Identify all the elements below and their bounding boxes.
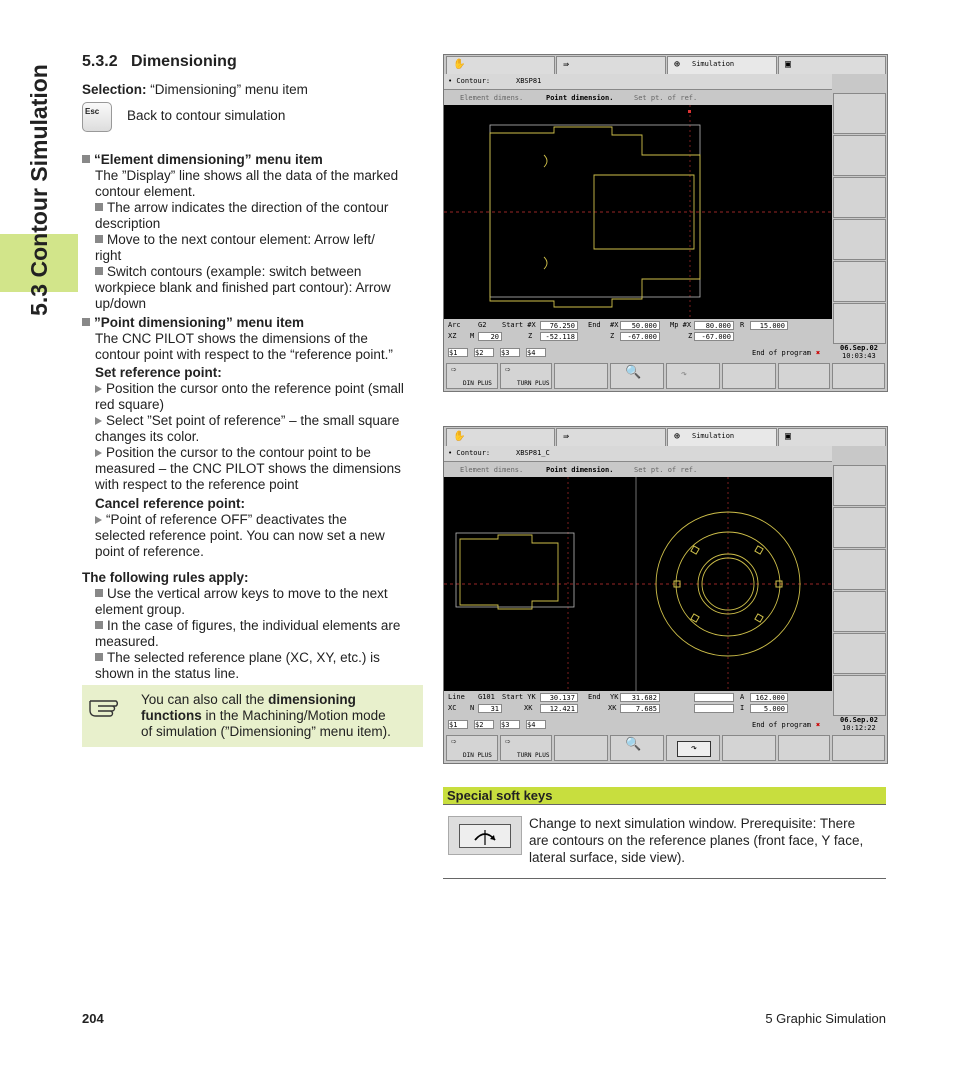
softkey-turn-plus[interactable] xyxy=(500,363,552,389)
status-value: 30.137 xyxy=(540,693,578,702)
softkey-next-window[interactable] xyxy=(666,363,720,389)
status-value: 5.000 xyxy=(750,704,788,713)
horizontal-softkeys xyxy=(444,734,886,762)
channel-slot[interactable]: $2 xyxy=(474,348,494,357)
vertical-softkey[interactable] xyxy=(833,135,886,176)
softkey-empty[interactable] xyxy=(722,363,776,389)
element-dim-intro-2: contour element. xyxy=(95,184,196,199)
divider xyxy=(443,878,886,879)
arrow-icon: ⇨ xyxy=(505,737,511,747)
tip-text xyxy=(141,692,421,740)
stop-icon: ✖ xyxy=(816,721,821,729)
point-dim-heading: ”Point dimensioning” menu item xyxy=(94,315,305,330)
arrow-icon: ⇨ xyxy=(451,365,457,375)
status-label: YK xyxy=(610,693,619,701)
status-value: 20 xyxy=(478,332,502,341)
bullet-icon xyxy=(82,155,90,163)
softkey-empty[interactable] xyxy=(832,735,885,761)
status-value: -67.000 xyxy=(620,332,660,341)
simulation-icon: ⊕ xyxy=(674,431,681,442)
menu-point-dimension[interactable]: Point dimension. xyxy=(546,94,614,102)
arrow-right-icon: ⇛ xyxy=(563,59,570,70)
disk-icon: ▣ xyxy=(785,431,792,442)
status-label: G101 xyxy=(478,693,495,701)
softkey-label: DIN PLUS xyxy=(463,380,492,387)
softkey-label: DIN PLUS xyxy=(463,752,492,759)
chapter-footer: 5 Graphic Simulation xyxy=(765,1011,886,1026)
softkey-magnifier[interactable] xyxy=(610,363,664,389)
softkey-empty[interactable] xyxy=(778,363,830,389)
bullet-icon xyxy=(95,621,103,629)
status-value: 162.000 xyxy=(750,693,788,702)
softkey-din-plus[interactable] xyxy=(446,363,498,389)
hand-icon: ✋ xyxy=(453,431,466,442)
status-label: XK xyxy=(608,704,617,712)
channel-slot[interactable]: $1 xyxy=(448,348,468,357)
softkey-label: TURN PLUS xyxy=(517,380,550,387)
disk-icon: ▣ xyxy=(785,59,792,70)
contour-drawing xyxy=(444,477,832,691)
section-number: 5.3.2 xyxy=(82,53,118,70)
tab-save[interactable] xyxy=(778,428,886,446)
date: 06.Sep.02 xyxy=(840,344,878,352)
dimension-status xyxy=(444,319,832,343)
status-value: 12.421 xyxy=(540,704,578,713)
selection-line xyxy=(82,82,308,98)
tab-manual[interactable] xyxy=(446,56,555,74)
simulation-screenshot-1 xyxy=(443,54,888,392)
status-value: 80.000 xyxy=(694,321,734,330)
tab-manual[interactable] xyxy=(446,428,555,446)
stop-icon: ✖ xyxy=(816,349,821,357)
set-ref-step: Select ”Set point of reference” – the small square xyxy=(106,413,400,428)
status-label: Mp #X xyxy=(670,321,692,329)
bullet-icon xyxy=(95,589,103,597)
status-value-empty xyxy=(694,704,734,713)
contour-line xyxy=(444,446,832,462)
simulation-icon: ⊕ xyxy=(674,59,681,70)
next-window-icon xyxy=(459,824,511,848)
tip-text-post: of simulation (”Dimensioning” menu item). xyxy=(141,724,391,739)
status-label: XC xyxy=(448,704,457,712)
status-label: End xyxy=(588,321,601,329)
set-ref-heading: Set reference point: xyxy=(95,365,222,380)
pointing-hand-icon xyxy=(88,693,132,717)
arrow-icon: ⇨ xyxy=(451,737,457,747)
contour-line xyxy=(444,74,832,90)
rule-text: In the case of figures, the individual elements are xyxy=(107,618,401,633)
status-label: N xyxy=(470,704,475,712)
mode-tabbar xyxy=(444,427,886,446)
arrow-right-icon xyxy=(95,385,102,393)
channel-slot[interactable]: $3 xyxy=(500,720,520,729)
status-label: XK xyxy=(524,704,533,712)
status-value: 15.000 xyxy=(750,321,788,330)
set-ref-step: changes its color. xyxy=(95,429,200,444)
time: 10:12:22 xyxy=(842,724,876,732)
rule-text: element group. xyxy=(95,602,186,617)
tab-simulation-label: Simulation xyxy=(692,432,735,440)
menu-point-dimension[interactable]: Point dimension. xyxy=(546,466,614,474)
esc-description: Back to contour simulation xyxy=(127,108,286,123)
time: 10:03:43 xyxy=(842,352,876,360)
vertical-softkey[interactable] xyxy=(833,591,886,632)
vertical-softkey[interactable] xyxy=(833,219,886,260)
vertical-softkey[interactable] xyxy=(833,465,886,506)
bullet-icon xyxy=(95,267,103,275)
arrow-icon: ⇨ xyxy=(505,365,511,375)
divider xyxy=(443,804,886,805)
tab-automatic[interactable] xyxy=(556,56,666,74)
softkey-empty[interactable] xyxy=(778,735,830,761)
chapter-tab xyxy=(0,40,78,340)
tip-text-bold: dimensioning xyxy=(268,692,356,707)
status-value: 31 xyxy=(478,704,502,713)
date: 06.Sep.02 xyxy=(840,716,878,724)
arrow-right-icon xyxy=(95,417,102,425)
menu-set-ref[interactable]: Set pt. of ref. xyxy=(634,466,698,474)
rules-heading: The following rules apply: xyxy=(82,570,249,585)
status-label: Z xyxy=(688,332,693,340)
tip-text-post: in the Machining/Motion mode xyxy=(201,708,386,723)
element-dim-bullet-text: Move to the next contour element: Arrow left/ xyxy=(107,232,375,247)
mode-tabbar xyxy=(444,55,886,74)
element-dim-intro-1: The ”Display” line shows all the data of the marked xyxy=(95,168,399,183)
menu-element-dimens[interactable]: Element dimens. xyxy=(460,466,524,474)
status-label: G2 xyxy=(478,321,487,329)
status-label: Start #X xyxy=(502,321,536,329)
status-label: R xyxy=(740,321,745,329)
cancel-ref-step: selected reference point. You can now set a new xyxy=(95,528,385,543)
magnifier-icon: 🔍 xyxy=(625,737,642,752)
rule-text: Use the vertical arrow keys to move to the next xyxy=(107,586,388,601)
vertical-softkey[interactable] xyxy=(833,303,886,344)
graphics-canvas[interactable] xyxy=(444,105,832,319)
status-value: 50.000 xyxy=(620,321,660,330)
element-dim-heading: “Element dimensioning” menu item xyxy=(94,152,323,167)
element-dim-bullet-text: The arrow indicates the direction of the contour xyxy=(107,200,389,215)
special-text-line: are contours on the reference planes (front face, Y face, xyxy=(529,833,864,848)
set-ref-step: measured – the CNC PILOT shows the dimensions xyxy=(95,461,401,476)
status-label: End xyxy=(588,693,601,701)
selection-label: Selection: xyxy=(82,82,147,97)
softkey-empty[interactable] xyxy=(554,735,608,761)
status-label: #X xyxy=(610,321,619,329)
status-label: I xyxy=(740,704,745,712)
status-label: XZ xyxy=(448,332,457,340)
vertical-softkey[interactable] xyxy=(833,549,886,590)
program-line xyxy=(444,717,886,733)
section-heading: Dimensioning xyxy=(130,53,237,70)
special-text-line: lateral surface, side view). xyxy=(529,850,686,865)
point-dim-intro: contour point with respect to the “reference point.” xyxy=(95,347,393,362)
rule-text: measured. xyxy=(95,634,159,649)
section-title xyxy=(82,53,237,71)
softkey-empty[interactable] xyxy=(832,363,885,389)
status-value: -67.000 xyxy=(694,332,734,341)
tab-simulation-label: Simulation xyxy=(692,60,735,68)
cancel-ref-step: “Point of reference OFF” deactivates the xyxy=(106,512,347,527)
next-window-icon: ↷ xyxy=(681,369,688,380)
status-label: M xyxy=(470,332,475,340)
dimension-menu xyxy=(444,463,832,477)
arrow-right-icon: ⇛ xyxy=(563,431,570,442)
element-dim-bullet-text: right xyxy=(95,248,122,263)
contour-label: • Contour: xyxy=(448,77,491,85)
set-ref-step: with respect to the reference point xyxy=(95,477,299,492)
softkey-turn-plus[interactable] xyxy=(500,735,552,761)
contour-name: XBSP81 xyxy=(516,77,542,85)
softkey-din-plus[interactable] xyxy=(446,735,498,761)
channel-slot[interactable]: $1 xyxy=(448,720,468,729)
contour-name: XBSP81_C xyxy=(516,449,550,457)
softkey-magnifier[interactable] xyxy=(610,735,664,761)
next-window-icon: ↷ xyxy=(677,741,711,757)
special-softkeys-title: Special soft keys xyxy=(447,788,553,803)
tip-text-bold: functions xyxy=(141,708,202,723)
bullet-icon xyxy=(95,653,103,661)
dimension-status xyxy=(444,691,832,715)
selection-text: “Dimensioning” menu item xyxy=(150,82,308,97)
graphics-canvas[interactable] xyxy=(444,477,832,691)
softkey-empty[interactable] xyxy=(554,363,608,389)
tab-automatic[interactable] xyxy=(556,428,666,446)
vertical-softkey[interactable] xyxy=(833,93,886,134)
tab-save[interactable] xyxy=(778,56,886,74)
horizontal-softkeys xyxy=(444,362,886,390)
program-status: End of program xyxy=(752,349,812,357)
chapter-tab-label: 5.3 Contour Simulation xyxy=(26,64,52,316)
rule-text: The selected reference plane (XC, XY, etc.) is xyxy=(107,650,380,665)
element-dim-bullet-text: up/down xyxy=(95,296,147,311)
vertical-softkey[interactable] xyxy=(833,675,886,716)
simulation-screenshot-2 xyxy=(443,426,888,764)
bullet-icon xyxy=(95,203,103,211)
special-softkey-description xyxy=(529,815,889,866)
menu-set-ref[interactable]: Set pt. of ref. xyxy=(634,94,698,102)
vertical-softkey[interactable] xyxy=(833,507,886,548)
channel-slot[interactable]: $4 xyxy=(526,720,546,729)
set-ref-step: red square) xyxy=(95,397,165,412)
status-label: Z xyxy=(528,332,533,340)
contour-drawing xyxy=(444,105,832,319)
hand-icon: ✋ xyxy=(453,59,466,70)
special-softkeys-header xyxy=(443,787,886,804)
channel-slot[interactable]: $2 xyxy=(474,720,494,729)
tip-text-pre: You can also call the xyxy=(141,692,269,707)
dimension-menu xyxy=(444,91,832,105)
status-label: Z xyxy=(610,332,615,340)
vertical-softkey[interactable] xyxy=(833,177,886,218)
status-value: 7.685 xyxy=(620,704,660,713)
rule-text: shown in the status line. xyxy=(95,666,240,681)
bullet-icon xyxy=(82,318,90,326)
vertical-softkey[interactable] xyxy=(833,261,886,302)
esc-key-icon xyxy=(82,102,112,132)
status-value: 76.250 xyxy=(540,321,578,330)
status-label: Line xyxy=(448,693,465,701)
arrow-right-icon xyxy=(95,449,102,457)
rules-block xyxy=(82,570,427,682)
magnifier-icon: 🔍 xyxy=(625,365,642,380)
program-status: End of program xyxy=(752,721,812,729)
element-dim-bullet-text: Switch contours (example: switch between xyxy=(107,264,362,279)
page-number: 204 xyxy=(82,1011,104,1026)
bullet-icon xyxy=(95,235,103,243)
arrow-right-icon xyxy=(95,516,102,524)
softkey-empty[interactable] xyxy=(722,735,776,761)
cancel-ref-step: point of reference. xyxy=(95,544,204,559)
special-text-line: Change to next simulation window. Prerequisite: There xyxy=(529,816,856,831)
status-label: Start YK xyxy=(502,693,536,701)
point-dim-intro: The CNC PILOT shows the dimensions of the xyxy=(95,331,368,346)
menu-element-dimens[interactable]: Element dimens. xyxy=(460,94,524,102)
tab-simulation[interactable] xyxy=(667,56,777,74)
vertical-softkey[interactable] xyxy=(833,633,886,674)
element-dim-bullet-text: description xyxy=(95,216,161,231)
channel-slot[interactable]: $4 xyxy=(526,348,546,357)
status-label: Arc xyxy=(448,321,461,329)
set-ref-step: Position the cursor to the contour point to be xyxy=(106,445,371,460)
program-line xyxy=(444,345,886,361)
status-label: A xyxy=(740,693,745,701)
point-dim-block xyxy=(82,315,427,560)
element-dim-bullet-text: workpiece blank and finished part contour): Arrow xyxy=(95,280,391,295)
set-ref-step: Position the cursor onto the reference point (small xyxy=(106,381,404,396)
contour-label: • Contour: xyxy=(448,449,491,457)
cancel-ref-heading: Cancel reference point: xyxy=(95,496,246,511)
softkey-label: TURN PLUS xyxy=(517,752,550,759)
tab-simulation[interactable] xyxy=(667,428,777,446)
softkey-next-window[interactable] xyxy=(666,735,720,761)
element-dim-block xyxy=(82,152,427,312)
channel-slot[interactable]: $3 xyxy=(500,348,520,357)
esc-key-label: Esc xyxy=(85,107,100,116)
status-value: 31.682 xyxy=(620,693,660,702)
status-value: -52.118 xyxy=(540,332,578,341)
next-window-softkey xyxy=(448,816,522,855)
status-value-empty xyxy=(694,693,734,702)
